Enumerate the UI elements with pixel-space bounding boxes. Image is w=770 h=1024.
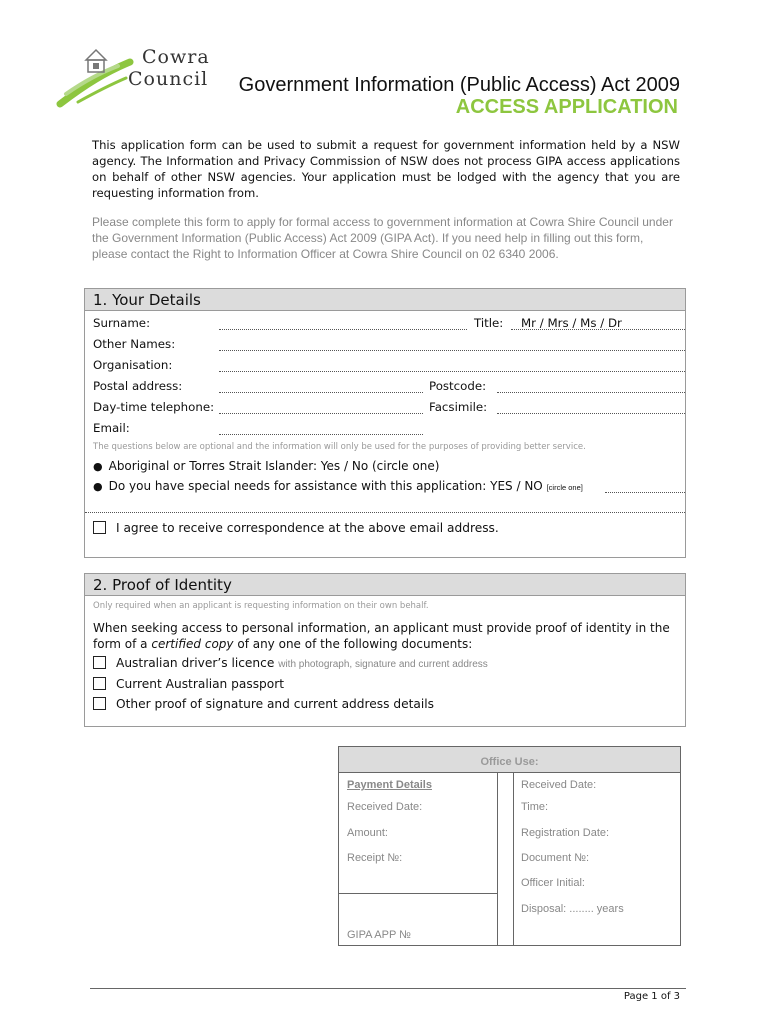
title-options[interactable]: Mr / Mrs / Ms / Dr: [521, 316, 622, 330]
office-divider-1: [497, 773, 498, 945]
daytime-telephone-label: Day-time telephone:: [93, 400, 215, 414]
drivers-licence-label: Australian driver’s licence: [116, 656, 275, 670]
email-field[interactable]: [219, 434, 423, 435]
section1-heading: 1. Your Details: [85, 289, 685, 311]
passport-row[interactable]: [93, 677, 284, 691]
document-number-label: Document №:: [521, 852, 590, 864]
postcode-field[interactable]: [497, 392, 685, 393]
logo-line1: Cowra: [142, 46, 210, 68]
right-received-date-label: Received Date:: [521, 779, 597, 791]
other-proof-checkbox[interactable]: [93, 697, 106, 710]
page-number: Page 1 of 3: [623, 991, 680, 1002]
page-title: Government Information (Public Access) Act 2009: [238, 74, 680, 96]
office-use-table: [338, 746, 681, 946]
divider: [85, 512, 685, 513]
registration-date-label: Registration Date:: [521, 827, 610, 839]
aboriginal-question[interactable]: ● Aboriginal or Torres Strait Islander: Yes / No (circle one): [93, 459, 439, 473]
other-names-field[interactable]: [219, 350, 685, 351]
proof-text-italic: certified copy: [151, 637, 234, 651]
postal-address-label: Postal address:: [93, 379, 183, 393]
proof-text-2: of any one of the following documents:: [233, 637, 473, 651]
page-subtitle: ACCESS APPLICATION: [455, 96, 678, 118]
special-needs-field[interactable]: [605, 492, 685, 493]
postcode-label: Postcode:: [429, 379, 487, 393]
passport-label: Current Australian passport: [116, 677, 285, 691]
section-your-details: [84, 288, 686, 558]
disposal-label: Disposal: ........ years: [521, 903, 624, 915]
logo-line2: Council: [128, 68, 209, 90]
drivers-licence-checkbox[interactable]: [93, 656, 106, 669]
section2-heading: 2. Proof of Identity: [85, 574, 685, 596]
postal-address-field[interactable]: [219, 392, 423, 393]
drivers-licence-note: with photograph, signature and current address: [278, 659, 488, 670]
optional-note: The questions below are optional and the information will only be used for the purposes of providing better service.: [93, 442, 586, 452]
intro-paragraph: This application form can be used to submit a request for government information held by a NSW agency. The Information and Privacy Commission of NSW does not process GIPA access applications on behalf of other NSW agencies. Your application must be lodged with the agency that you are requesting information from.: [92, 138, 680, 200]
organisation-field[interactable]: [219, 371, 685, 372]
facsimile-field[interactable]: [497, 413, 685, 414]
proof-instructions: [93, 620, 683, 652]
footer-divider: [90, 988, 686, 989]
other-proof-label: Other proof of signature and current address details: [116, 697, 434, 711]
drivers-licence-row[interactable]: [93, 656, 488, 670]
proof-note: Only required when an applicant is requesting information on their own behalf.: [93, 601, 429, 611]
title-label: Title:: [474, 316, 504, 330]
surname-label: Surname:: [93, 316, 151, 330]
left-received-date-label: Received Date:: [347, 801, 423, 813]
payment-details-label: Payment Details: [347, 779, 432, 791]
agree-email-checkbox[interactable]: [93, 521, 106, 534]
office-divider-3: [339, 893, 497, 894]
gipa-app-number-label: GIPA APP №: [347, 929, 411, 941]
office-divider-2: [513, 773, 514, 945]
instructions-paragraph: Please complete this form to apply for formal access to government information at Cowra Shire Council under the Government Information (Public Access) Act 2009 (GIPA Act). If you need help in filling out this form, please contact the Right to Information Officer at Cowra Shire Council on 02 6340 2006.: [92, 215, 673, 261]
agree-email-row[interactable]: [93, 521, 499, 535]
title-field[interactable]: [511, 329, 685, 330]
facsimile-label: Facsimile:: [429, 400, 488, 414]
special-needs-text: Do you have special needs for assistance with this application: YES / NO: [108, 479, 543, 493]
surname-field[interactable]: [219, 329, 467, 330]
other-proof-row[interactable]: [93, 697, 434, 711]
officer-initial-label: Officer Initial:: [521, 877, 585, 889]
receipt-number-label: Receipt №:: [347, 852, 403, 864]
office-use-heading: Office Use:: [339, 747, 680, 773]
section-proof-of-identity: [84, 573, 686, 727]
proof-text-1: When seeking access to personal information, an applicant must provide proof of identity in the form of a: [93, 621, 670, 651]
organisation-label: Organisation:: [93, 358, 173, 372]
amount-label: Amount:: [347, 827, 388, 839]
special-needs-question[interactable]: [93, 479, 583, 493]
time-label: Time:: [521, 801, 549, 813]
circle-one-note: [circle one]: [546, 483, 583, 492]
agree-email-label: I agree to receive correspondence at the above email address.: [116, 521, 499, 535]
passport-checkbox[interactable]: [93, 677, 106, 690]
other-names-label: Other Names:: [93, 337, 176, 351]
daytime-telephone-field[interactable]: [219, 413, 423, 414]
council-logo-text: [128, 46, 210, 90]
email-label: Email:: [93, 421, 130, 435]
